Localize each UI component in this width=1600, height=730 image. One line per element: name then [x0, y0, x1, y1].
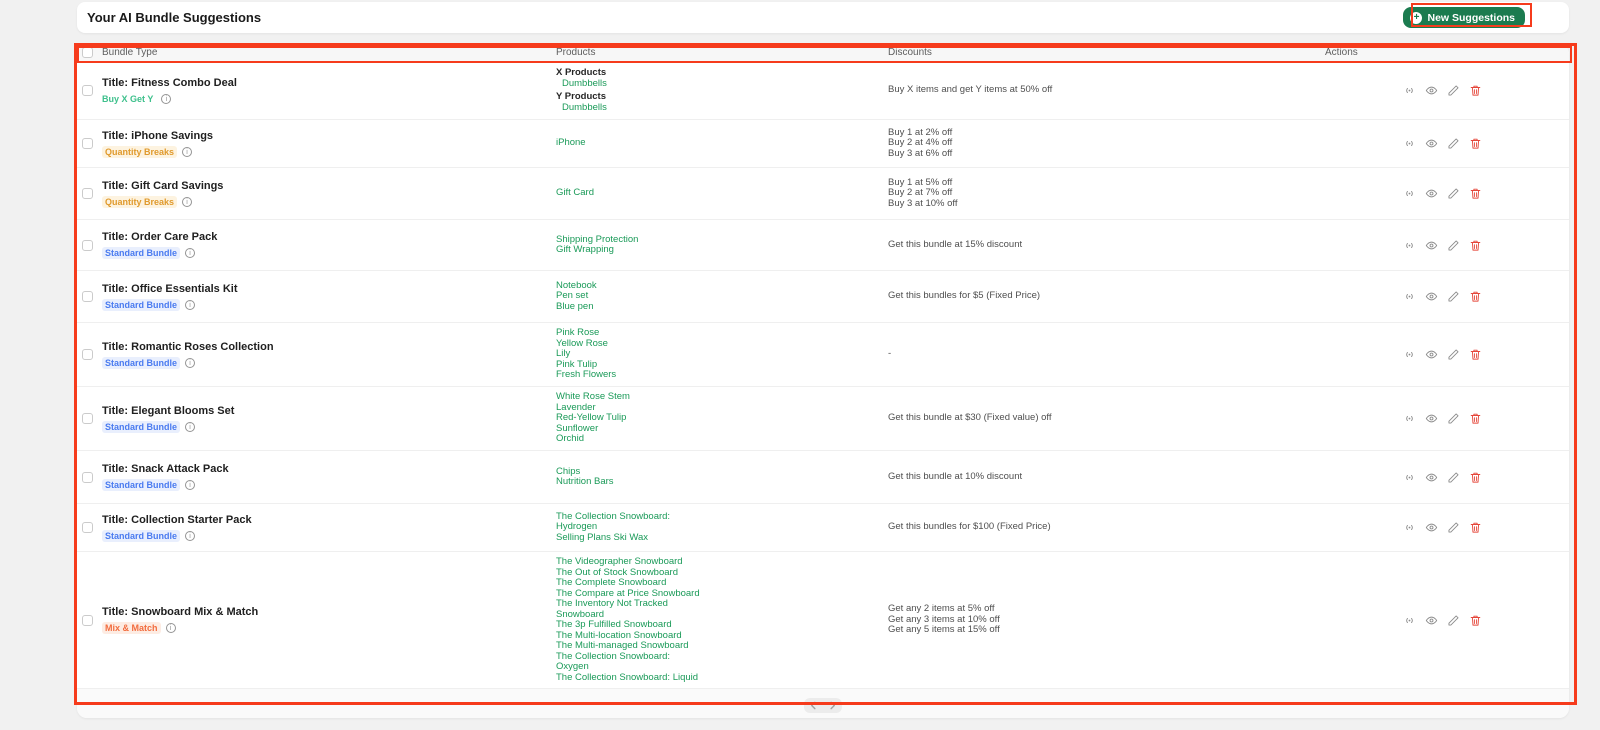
delete-icon [1469, 412, 1482, 425]
info-icon[interactable]: i [185, 480, 195, 490]
actions-cell [1325, 83, 1569, 98]
table-row [77, 504, 1569, 552]
products-cell [556, 512, 704, 544]
edit-icon [1447, 137, 1460, 150]
table-row [77, 120, 1569, 168]
view-button[interactable] [1424, 347, 1439, 362]
table-row [77, 271, 1569, 323]
publish-icon [1403, 412, 1416, 425]
row-checkbox[interactable] [82, 472, 93, 483]
row-select-cell [77, 413, 102, 424]
bundle-type-badge: Buy X Get Y [102, 93, 154, 104]
bundle-type-cell [102, 130, 556, 158]
edit-button[interactable] [1446, 186, 1461, 201]
bundle-type-badge: Quantity Breaks [102, 146, 177, 158]
view-icon [1425, 614, 1438, 627]
actions-cell [1325, 186, 1569, 201]
discount-line: Buy 3 at 10% off [888, 197, 958, 209]
discount-line: - [888, 348, 892, 360]
product-link[interactable]: Yellow Rose [556, 337, 608, 349]
edit-icon [1447, 348, 1460, 361]
table-row [77, 220, 1569, 271]
product-link[interactable]: Lavender [556, 401, 596, 413]
table-row [77, 62, 1569, 120]
delete-button[interactable] [1468, 136, 1483, 151]
discounts-cell [888, 413, 1325, 424]
discount-line: Buy 2 at 7% off [888, 187, 953, 199]
discount-line: Get any 2 items at 5% off [888, 603, 995, 615]
bundle-type-badge: Quantity Breaks [102, 196, 177, 208]
edit-button[interactable] [1446, 520, 1461, 535]
bundle-type-cell [102, 341, 556, 369]
info-icon[interactable]: i [185, 300, 195, 310]
product-link[interactable]: Chips [556, 465, 581, 477]
badge-line [102, 196, 556, 208]
delete-icon [1469, 239, 1482, 252]
view-button[interactable] [1424, 289, 1439, 304]
product-link[interactable]: Selling Plans Ski Wax [556, 531, 649, 543]
bundle-title: Title: Elegant Blooms Set [102, 404, 235, 417]
product-link[interactable]: Pen set [556, 290, 589, 302]
publish-icon [1403, 137, 1416, 150]
discounts-cell [888, 349, 1325, 360]
product-link[interactable]: The Videographer Snowboard [556, 556, 683, 567]
publish-button[interactable] [1402, 520, 1417, 535]
view-button[interactable] [1424, 520, 1439, 535]
chevron-left-icon [809, 701, 818, 710]
edit-icon [1447, 290, 1460, 303]
actions-cell [1325, 613, 1569, 628]
edit-button[interactable] [1446, 470, 1461, 485]
product-link[interactable]: Dumbbells [562, 77, 607, 89]
edit-button[interactable] [1446, 83, 1461, 98]
publish-button[interactable] [1402, 136, 1417, 151]
bundle-type-cell [102, 606, 556, 634]
column-header-products: Products [556, 47, 596, 58]
page-title: Your AI Bundle Suggestions [87, 10, 262, 25]
badge-line [102, 622, 556, 634]
delete-button[interactable] [1468, 83, 1483, 98]
products-cell [556, 188, 704, 199]
product-link[interactable]: Notebook [556, 279, 597, 291]
badge-line [102, 146, 556, 158]
delete-button[interactable] [1468, 470, 1483, 485]
pagination-next-button[interactable] [823, 698, 842, 713]
chevron-right-icon [828, 701, 837, 710]
publish-button[interactable] [1402, 83, 1417, 98]
publish-icon [1403, 521, 1416, 534]
discount-line: Buy 2 at 4% off [888, 137, 953, 149]
discounts-cell [888, 522, 1325, 533]
delete-icon [1469, 84, 1482, 97]
info-icon[interactable]: i [182, 197, 192, 207]
edit-icon [1447, 521, 1460, 534]
products-cell [556, 281, 704, 313]
bundle-title: Title: Collection Starter Pack [102, 513, 252, 526]
discounts-cell [888, 85, 1325, 96]
bundle-type-badge: Standard Bundle [102, 479, 180, 491]
bundle-type-badge: Mix & Match [102, 622, 161, 634]
bundle-title: Title: Snack Attack Pack [102, 463, 229, 475]
view-button[interactable] [1424, 411, 1439, 426]
edit-button[interactable] [1446, 613, 1461, 628]
publish-icon [1403, 239, 1416, 252]
publish-icon [1403, 471, 1416, 484]
edit-button[interactable] [1446, 289, 1461, 304]
bundle-title: Title: Office Essentials Kit [102, 282, 238, 295]
bundle-type-badge: Standard Bundle [102, 421, 180, 433]
table-row [77, 552, 1569, 688]
delete-icon [1469, 348, 1482, 361]
discount-line: Get this bundle at 15% discount [888, 238, 1023, 250]
products-cell [556, 467, 704, 488]
edit-button[interactable] [1446, 411, 1461, 426]
discounts-cell [888, 291, 1325, 302]
view-button[interactable] [1424, 136, 1439, 151]
view-button[interactable] [1424, 470, 1439, 485]
view-icon [1425, 239, 1438, 252]
row-checkbox[interactable] [82, 522, 93, 533]
table-body [77, 62, 1569, 688]
discount-line: Get this bundle at 10% discount [888, 470, 1023, 482]
info-icon[interactable]: i [185, 248, 195, 258]
table-row [77, 168, 1569, 220]
info-icon[interactable]: i [182, 147, 192, 157]
discount-line: Buy 1 at 2% off [888, 126, 953, 138]
product-link[interactable]: The Collection Snowboard: Hydrogen [556, 510, 671, 533]
bundle-type-cell [102, 514, 556, 542]
actions-cell [1325, 347, 1569, 362]
view-button[interactable] [1424, 83, 1439, 98]
delete-icon [1469, 471, 1482, 484]
row-select-cell [77, 188, 102, 199]
bundle-type-cell [102, 463, 556, 491]
publish-button[interactable] [1402, 411, 1417, 426]
badge-line [102, 421, 556, 433]
publish-icon [1403, 84, 1416, 97]
publish-button[interactable] [1402, 613, 1417, 628]
products-cell [556, 392, 704, 445]
product-link[interactable]: Pink Tulip [556, 358, 598, 370]
product-group-label: Y Products [556, 91, 606, 102]
badge-line [102, 530, 556, 542]
product-link[interactable]: Orchid [556, 433, 584, 445]
bundle-title: Title: Gift Card Savings [102, 179, 224, 192]
new-suggestions-label: New Suggestions [1427, 11, 1515, 24]
bundle-type-badge: Standard Bundle [102, 530, 180, 542]
pagination-prev-button[interactable] [804, 698, 823, 713]
row-checkbox[interactable] [82, 413, 93, 424]
products-cell [556, 68, 704, 113]
edit-icon [1447, 84, 1460, 97]
badge-line [102, 357, 556, 369]
delete-icon [1469, 137, 1482, 150]
row-select-cell [77, 349, 102, 360]
row-select-cell [77, 85, 102, 96]
row-checkbox[interactable] [82, 291, 93, 302]
table-header-row [77, 44, 1569, 62]
edit-icon [1447, 412, 1460, 425]
badge-line [102, 479, 556, 491]
publish-icon [1403, 614, 1416, 627]
delete-icon [1469, 187, 1482, 200]
product-link[interactable]: The Out of Stock Snowboard [556, 566, 678, 578]
products-cell [556, 138, 704, 149]
table-row [77, 323, 1569, 387]
badge-line [102, 93, 556, 105]
plus-icon: + [1410, 12, 1422, 24]
discount-line: Get any 5 items at 15% off [888, 624, 1000, 636]
bundle-title: Title: Romantic Roses Collection [102, 340, 274, 353]
edit-icon [1447, 471, 1460, 484]
publish-icon [1403, 290, 1416, 303]
bundle-type-cell [102, 405, 556, 433]
product-link[interactable]: Sunflower [556, 422, 599, 434]
discounts-cell [888, 128, 1325, 160]
product-link[interactable]: The Complete Snowboard [556, 577, 667, 588]
info-icon[interactable]: i [185, 422, 195, 432]
view-icon [1425, 471, 1438, 484]
edit-icon [1447, 187, 1460, 200]
info-icon[interactable]: i [185, 531, 195, 541]
bundle-title: Title: Order Care Pack [102, 231, 218, 243]
delete-button[interactable] [1468, 347, 1483, 362]
discounts-cell [888, 240, 1325, 251]
select-all-checkbox[interactable] [82, 47, 93, 58]
discounts-cell [888, 472, 1325, 483]
discounts-cell [888, 604, 1325, 636]
row-select-cell [77, 138, 102, 149]
products-cell [556, 557, 704, 683]
select-all-cell [77, 47, 102, 58]
row-checkbox[interactable] [82, 615, 93, 626]
table-footer [77, 688, 1569, 718]
row-checkbox[interactable] [82, 138, 93, 149]
edit-icon [1447, 239, 1460, 252]
bundle-type-cell [102, 283, 556, 311]
view-icon [1425, 187, 1438, 200]
row-checkbox[interactable] [82, 349, 93, 360]
badge-line [102, 299, 556, 311]
row-select-cell [77, 472, 102, 483]
delete-button[interactable] [1468, 613, 1483, 628]
badge-line [102, 247, 556, 259]
view-icon [1425, 412, 1438, 425]
view-icon [1425, 137, 1438, 150]
edit-button[interactable] [1446, 238, 1461, 253]
discount-line: Buy 3 at 6% off [888, 147, 953, 159]
publish-button[interactable] [1402, 470, 1417, 485]
column-header-discounts: Discounts [888, 47, 932, 58]
view-icon [1425, 84, 1438, 97]
actions-cell [1325, 520, 1569, 535]
bundle-type-badge: Standard Bundle [102, 357, 180, 369]
discount-line: Buy 1 at 5% off [888, 176, 953, 188]
discount-line: Buy X items and get Y items at 50% off [888, 84, 1053, 96]
product-link[interactable]: Red-Yellow Tulip [556, 412, 627, 424]
product-link[interactable]: Dumbbells [562, 101, 607, 113]
discount-line: Get this bundles for $100 (Fixed Price) [888, 521, 1051, 533]
row-select-cell [77, 240, 102, 251]
product-link[interactable]: Blue pen [556, 300, 594, 312]
table-row [77, 451, 1569, 504]
actions-cell [1325, 238, 1569, 253]
edit-button[interactable] [1446, 136, 1461, 151]
row-select-cell [77, 615, 102, 626]
product-link[interactable]: The Compare at Price Snowboard [556, 587, 700, 599]
product-link[interactable]: Gift Wrapping [556, 244, 614, 255]
row-select-cell [77, 522, 102, 533]
column-header-actions: Actions [1325, 47, 1358, 58]
delete-icon [1469, 521, 1482, 534]
delete-button[interactable] [1468, 238, 1483, 253]
publish-button[interactable] [1402, 347, 1417, 362]
product-link[interactable]: The Multi-managed Snowboard [556, 640, 689, 651]
products-cell [556, 328, 704, 381]
info-icon[interactable]: i [185, 358, 195, 368]
product-link[interactable]: White Rose Stem [556, 391, 630, 403]
bundle-title: Title: iPhone Savings [102, 129, 214, 142]
new-suggestions-button[interactable] [1403, 7, 1525, 28]
actions-cell [1325, 470, 1569, 485]
edit-icon [1447, 614, 1460, 627]
product-link[interactable]: Nutrition Bars [556, 476, 614, 487]
product-link[interactable]: The Multi-location Snowboard [556, 629, 682, 641]
view-button[interactable] [1424, 238, 1439, 253]
product-link[interactable]: Lily [556, 348, 571, 360]
view-icon [1425, 290, 1438, 303]
bundle-type-badge: Standard Bundle [102, 299, 180, 311]
bundle-title: Title: Snowboard Mix & Match [102, 606, 259, 618]
row-checkbox[interactable] [82, 240, 93, 251]
products-cell [556, 235, 704, 256]
row-checkbox[interactable] [82, 85, 93, 96]
publish-button[interactable] [1402, 186, 1417, 201]
bundle-type-cell [102, 180, 556, 208]
view-button[interactable] [1424, 613, 1439, 628]
delete-button[interactable] [1468, 411, 1483, 426]
discount-line: Get any 3 items at 10% off [888, 613, 1000, 625]
delete-button[interactable] [1468, 520, 1483, 535]
product-link[interactable]: The 3p Fulfilled Snowboard [556, 619, 672, 630]
product-link[interactable]: Pink Rose [556, 327, 600, 339]
actions-cell [1325, 289, 1569, 304]
page-header [77, 2, 1569, 33]
pagination [804, 698, 842, 713]
publish-button[interactable] [1402, 289, 1417, 304]
product-link[interactable]: The Inventory Not Tracked Snowboard [556, 598, 668, 620]
bundle-suggestions-table [77, 44, 1569, 718]
info-icon[interactable]: i [166, 623, 176, 633]
product-link[interactable]: iPhone [556, 137, 586, 149]
bundle-title: Title: Fitness Combo Deal [102, 76, 237, 89]
row-checkbox[interactable] [82, 188, 93, 199]
product-link[interactable]: The Collection Snowboard: Oxygen [556, 650, 671, 672]
table-row [77, 387, 1569, 451]
product-link[interactable]: Fresh Flowers [556, 369, 617, 381]
row-select-cell [77, 291, 102, 302]
edit-button[interactable] [1446, 347, 1461, 362]
publish-icon [1403, 187, 1416, 200]
bundle-type-cell [102, 77, 556, 105]
discount-line: Get this bundles for $5 (Fixed Price) [888, 290, 1041, 302]
delete-icon [1469, 614, 1482, 627]
delete-button[interactable] [1468, 186, 1483, 201]
actions-cell [1325, 411, 1569, 426]
product-group-label: X Products [556, 67, 607, 78]
info-icon[interactable]: i [161, 94, 171, 104]
publish-icon [1403, 348, 1416, 361]
discounts-cell [888, 178, 1325, 210]
bundle-type-badge: Standard Bundle [102, 247, 180, 259]
delete-button[interactable] [1468, 289, 1483, 304]
product-link[interactable]: The Collection Snowboard: Liquid [556, 671, 699, 683]
view-icon [1425, 348, 1438, 361]
actions-cell [1325, 136, 1569, 151]
view-icon [1425, 521, 1438, 534]
column-header-bundle-type: Bundle Type [102, 47, 158, 58]
bundle-type-cell [102, 231, 556, 259]
delete-icon [1469, 290, 1482, 303]
product-link[interactable]: Gift Card [556, 187, 595, 199]
publish-button[interactable] [1402, 238, 1417, 253]
discount-line: Get this bundle at $30 (Fixed value) off [888, 412, 1052, 424]
product-link[interactable]: Shipping Protection [556, 233, 639, 245]
view-button[interactable] [1424, 186, 1439, 201]
